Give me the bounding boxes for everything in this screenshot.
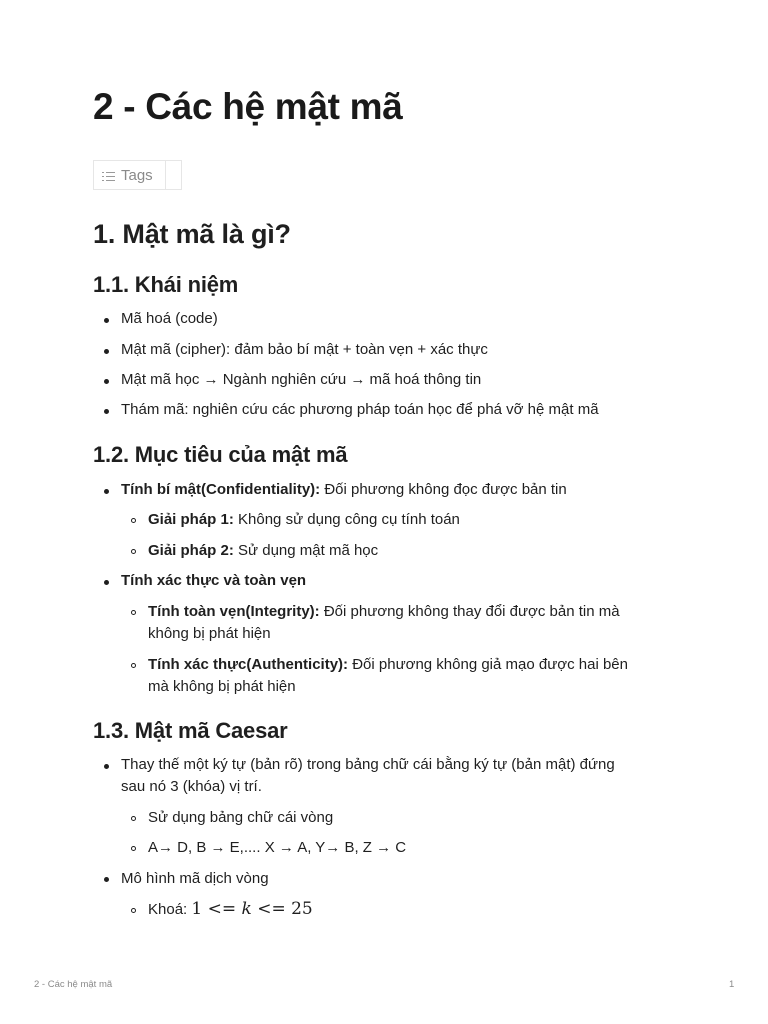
key-formula-var: k bbox=[241, 899, 252, 919]
sub-bullet bbox=[131, 663, 136, 668]
list-item-solution-2 bbox=[148, 540, 378, 562]
list-item: Thám mã: nghiên cứu các phương pháp toán học để phá vỡ hệ mật mã bbox=[121, 401, 599, 418]
sub-bullet bbox=[131, 549, 136, 554]
list-item-mapping: A→ D, B → E,.... X → A, Y→ B, Z → C bbox=[148, 839, 407, 856]
term-label: Giải pháp 1: bbox=[148, 511, 234, 528]
page-title: 2 - Các hệ mật mã bbox=[93, 86, 403, 127]
sub-bullet bbox=[131, 610, 136, 615]
list-item-caesar-desc: Thay thế một ký tự (bản rõ) trong bảng chữ cái bằng ký tự (bản mật) đứng bbox=[121, 756, 615, 773]
list-item-caesar-desc-cont: sau nó 3 (khóa) vị trí. bbox=[121, 778, 262, 795]
sub-bullet bbox=[131, 908, 136, 913]
list-item: Mật mã (cipher): đảm bảo bí mật + toàn vẹn + xác thực bbox=[121, 341, 488, 358]
key-formula-left: 1 <= bbox=[191, 899, 242, 919]
list-item-authenticity-cont: mà không bị phát hiện bbox=[148, 678, 296, 695]
list-item-circular-alphabet: Sử dụng bảng chữ cái vòng bbox=[148, 809, 334, 826]
tags-property[interactable] bbox=[93, 160, 182, 190]
term-text: Đối phương không đọc được bản tin bbox=[320, 481, 567, 498]
heading-goals: 1.2. Mục tiêu của mật mã bbox=[93, 442, 348, 467]
bullet bbox=[104, 409, 109, 414]
term-text: Không sử dụng công cụ tính toán bbox=[233, 511, 460, 528]
footer-title: 2 - Các hệ mật mã bbox=[34, 979, 113, 990]
list-item-integrity-cont: không bị phát hiện bbox=[148, 625, 271, 642]
list-item-authenticity bbox=[148, 654, 628, 676]
heading-caesar: 1.3. Mật mã Caesar bbox=[93, 718, 288, 743]
bullet bbox=[104, 318, 109, 323]
sub-bullet bbox=[131, 816, 136, 821]
term-text: Sử dụng mật mã học bbox=[233, 542, 379, 559]
tags-property-cell[interactable] bbox=[94, 161, 166, 189]
bullet bbox=[104, 580, 109, 585]
term-label: Tính bí mật(Confidentiality): bbox=[121, 481, 321, 498]
list-item: Mật mã học → Ngành nghiên cứu → mã hoá thông tin bbox=[121, 371, 482, 388]
heading-section-1: 1. Mật mã là gì? bbox=[93, 219, 291, 249]
term-text: Đối phương không giả mạo được hai bên bbox=[348, 656, 628, 673]
heading-concept: 1.1. Khái niệm bbox=[93, 272, 239, 297]
list-item-shift-model: Mô hình mã dịch vòng bbox=[121, 870, 269, 887]
list-item-integrity-auth bbox=[121, 570, 306, 592]
bullet bbox=[104, 379, 109, 384]
key-label: Khoá: bbox=[148, 901, 192, 918]
list-item-confidentiality bbox=[121, 479, 567, 501]
bullet bbox=[104, 489, 109, 494]
sub-bullet bbox=[131, 846, 136, 851]
sub-bullet bbox=[131, 518, 136, 523]
page-number: 1 bbox=[729, 979, 735, 990]
bullet bbox=[104, 764, 109, 769]
term-label: Tính toàn vẹn(Integrity): bbox=[148, 603, 320, 620]
tags-label: Tags bbox=[121, 166, 153, 184]
list-item: Mã hoá (code) bbox=[121, 310, 218, 327]
list-icon bbox=[102, 172, 115, 182]
key-formula-right: <= 25 bbox=[251, 899, 313, 919]
list-item-integrity bbox=[148, 601, 620, 623]
term-text: Đối phương không thay đổi được bản tin mà bbox=[319, 603, 620, 620]
bullet bbox=[104, 877, 109, 882]
term-label: Tính xác thực và toàn vẹn bbox=[121, 572, 307, 589]
list-item-key bbox=[148, 898, 313, 921]
list-item-solution-1 bbox=[148, 509, 460, 531]
term-label: Giải pháp 2: bbox=[148, 542, 234, 559]
term-label: Tính xác thực(Authenticity): bbox=[148, 656, 349, 673]
key-formula bbox=[191, 899, 312, 919]
bullet bbox=[104, 349, 109, 354]
